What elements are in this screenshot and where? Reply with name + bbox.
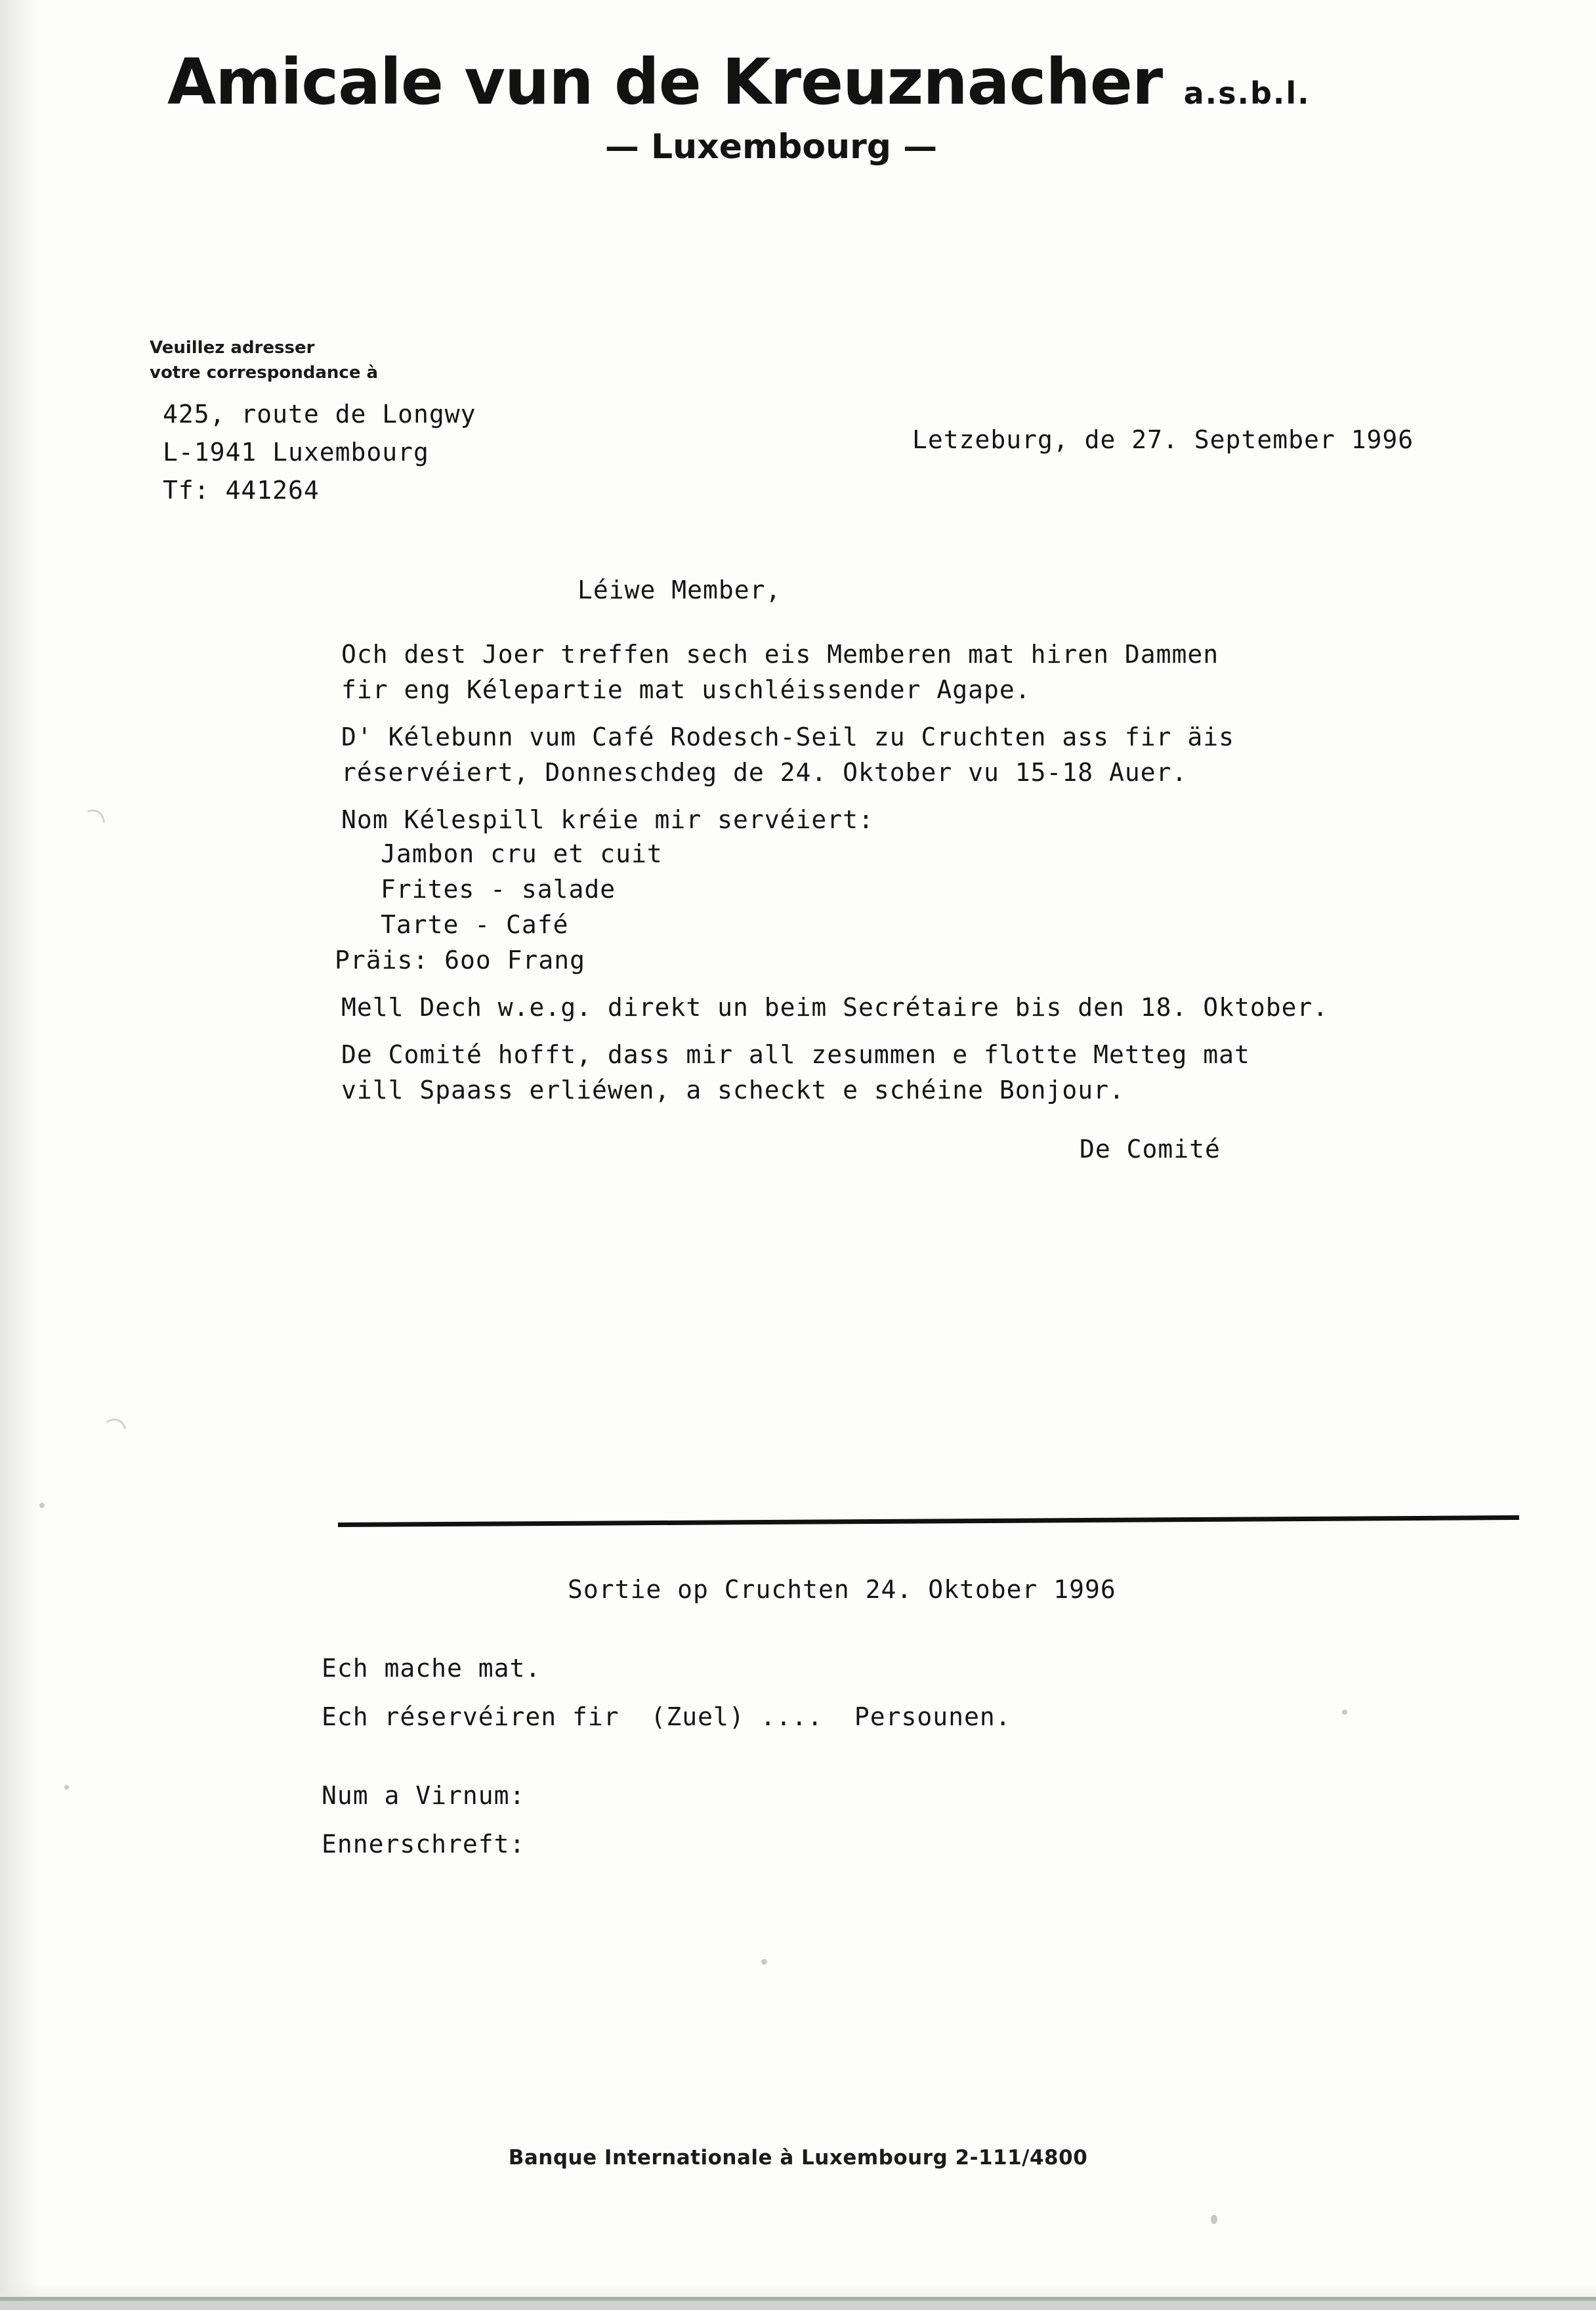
legal-suffix: a.s.b.l. [1183,75,1311,111]
menu-item: Tarte - Café [381,910,569,939]
reply-reserve-line: Ech réservéiren fir (Zuel) .... Persounen. [322,1702,1011,1731]
closing-line-2: vill Spaass erliéwen, a scheckt e schéine Bonjour. [341,1076,1125,1104]
address-city: L-1941 Luxembourg [163,437,429,467]
organization-title [167,45,1454,119]
menu-item: Jambon cru et cuit [381,839,663,868]
price-line: Präis: 6oo Frang [335,946,586,975]
scan-artifact-speck [39,1503,45,1508]
scanner-edge [0,2301,1596,2310]
letter-body [0,578,1596,1162]
paragraph-2-line-2: réservéiert, Donneschdeg de 24. Oktober vu 15-18 Auer. [341,758,1188,787]
reply-slip-spacer [0,1751,1596,1781]
tear-off-divider [338,1515,1519,1527]
scan-artifact-arc [83,1414,135,1477]
letterhead [167,45,1454,167]
reply-slip-title: Sortie op Cruchten 24. Oktober 1996 [568,1575,1116,1604]
correspondence-note-line1: Veuillez adresser [150,338,315,358]
menu-list [0,841,1596,937]
menu-intro-paragraph [341,807,1596,832]
salutation: Léiwe Member, [578,576,782,604]
menu-intro: Nom Kélespill kréie mir servéiert: [341,805,874,834]
organization-name: Amicale vun de Kreuznacher [167,45,1163,119]
menu-item: Frites - salade [381,875,616,904]
scan-artifact-speck [1211,2215,1217,2224]
scan-artifact-speck [761,1959,767,1965]
closing-paragraph [341,1042,1596,1102]
paragraph-2 [341,724,1596,785]
correspondence-note [150,336,378,385]
correspondence-note-line2: votre correspondance à [150,362,379,383]
footer-bank-details: Banque Internationale à Luxembourg 2-111/4800 [508,2146,1088,2170]
rsvp-line: Mell Dech w.e.g. direkt un beim Secrétaire bis den 18. Oktober. [341,993,1329,1022]
paragraph-1-line-2: fir eng Kélepartie mat uschléissender Agape. [341,675,1031,704]
reply-name-field-label: Num a Virnum: [322,1781,526,1810]
signature-line: De Comité [1080,1135,1221,1164]
scan-artifact-speck [64,1785,69,1790]
dateline: Letzeburg, de 27. September 1996 [912,425,1414,454]
reply-slip [0,1575,1596,1878]
address-street: 425, route de Longwy [163,400,476,429]
letterhead-location: — Luxembourg — [604,127,938,167]
reply-participate-line: Ech mache mat. [322,1654,541,1683]
rsvp-paragraph [341,995,1596,1020]
closing-line-1: De Comité hofft, dass mir all zesummen e flotte Metteg mat [341,1040,1250,1069]
address-phone: Tf: 441264 [163,475,320,505]
reply-signature-field-label: Ennerschreft: [322,1830,526,1858]
paragraph-1 [341,642,1596,702]
paragraph-1-line-1: Och dest Joer treffen sech eis Memberen mat hiren Dammen [341,640,1219,669]
paragraph-2-line-1: D' Kélebunn vum Café Rodesch-Seil zu Cruchten ass fir äis [341,723,1235,751]
return-address [163,396,476,509]
scan-artifact-speck [1342,1710,1347,1715]
